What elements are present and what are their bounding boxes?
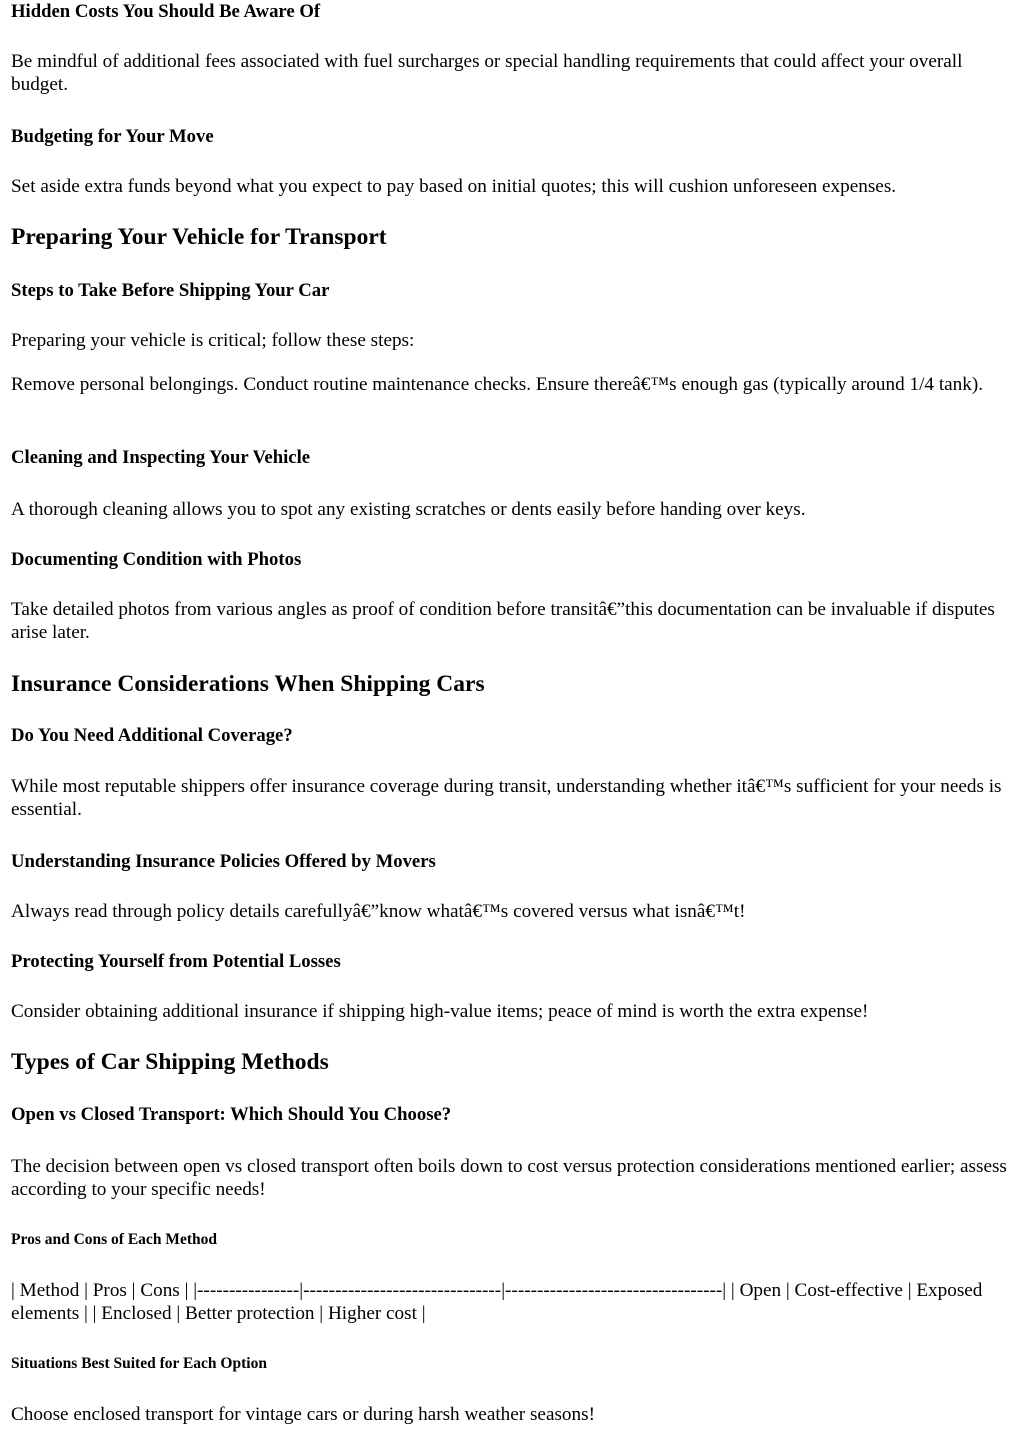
- heading-documenting: Documenting Condition with Photos: [11, 549, 302, 570]
- paragraph-open-vs-closed: The decision between open vs closed transport often boils down to cost versus protection considerations mentioned earlier; assess according to your specific needs!: [11, 1156, 1007, 1200]
- paragraph-hidden-costs: Be mindful of additional fees associated with fuel surcharges or special handling requirements that could affect your overall budget.: [11, 51, 963, 95]
- heading-protecting: Protecting Yourself from Potential Losses: [11, 951, 341, 972]
- heading-coverage: Do You Need Additional Coverage?: [11, 725, 293, 746]
- heading-pros-cons: Pros and Cons of Each Method: [11, 1231, 217, 1248]
- heading-cleaning: Cleaning and Inspecting Your Vehicle: [11, 447, 311, 468]
- heading-steps: Steps to Take Before Shipping Your Car: [11, 280, 330, 301]
- heading-open-vs-closed: Open vs Closed Transport: Which Should You Choose?: [11, 1104, 452, 1125]
- paragraph-cleaning: A thorough cleaning allows you to spot any existing scratches or dents easily before handing over keys.: [11, 499, 806, 520]
- paragraph-policies: Always read through policy details carefullyâ€”know whatâ€™s covered versus what isnâ€™t!: [11, 901, 746, 922]
- paragraph-steps-list: Remove personal belongings. Conduct routine maintenance checks. Ensure thereâ€™s enough gas (typically around 1/4 tank).: [11, 374, 984, 395]
- paragraph-protecting: Consider obtaining additional insurance if shipping high-value items; peace of mind is worth the extra expense!: [11, 1001, 869, 1022]
- paragraph-documenting: Take detailed photos from various angles as proof of condition before transitâ€”this documentation can be invaluable if disputes arise later.: [11, 599, 995, 643]
- paragraph-budgeting: Set aside extra funds beyond what you expect to pay based on initial quotes; this will cushion unforeseen expenses.: [11, 176, 897, 197]
- heading-budgeting: Budgeting for Your Move: [11, 126, 214, 147]
- heading-insurance: Insurance Considerations When Shipping Cars: [11, 671, 485, 697]
- heading-hidden-costs: Hidden Costs You Should Be Aware Of: [11, 1, 321, 22]
- paragraph-situations: Choose enclosed transport for vintage cars or during harsh weather seasons!: [11, 1404, 595, 1425]
- paragraph-steps-intro: Preparing your vehicle is critical; follow these steps:: [11, 330, 415, 351]
- heading-types: Types of Car Shipping Methods: [11, 1049, 329, 1075]
- heading-preparing-vehicle: Preparing Your Vehicle for Transport: [11, 224, 387, 250]
- paragraph-pros-cons-table: | Method | Pros | Cons | |----------------|-------------------------------|----------------------------------| | Open | Cost-effective | Exposed elements | | Enclosed | Better protection | Higher cost |: [11, 1280, 983, 1324]
- heading-situations: Situations Best Suited for Each Option: [11, 1355, 267, 1372]
- heading-policies: Understanding Insurance Policies Offered by Movers: [11, 851, 436, 872]
- paragraph-coverage: While most reputable shippers offer insurance coverage during transit, understanding whether itâ€™s sufficient for your needs is essential.: [11, 776, 1002, 820]
